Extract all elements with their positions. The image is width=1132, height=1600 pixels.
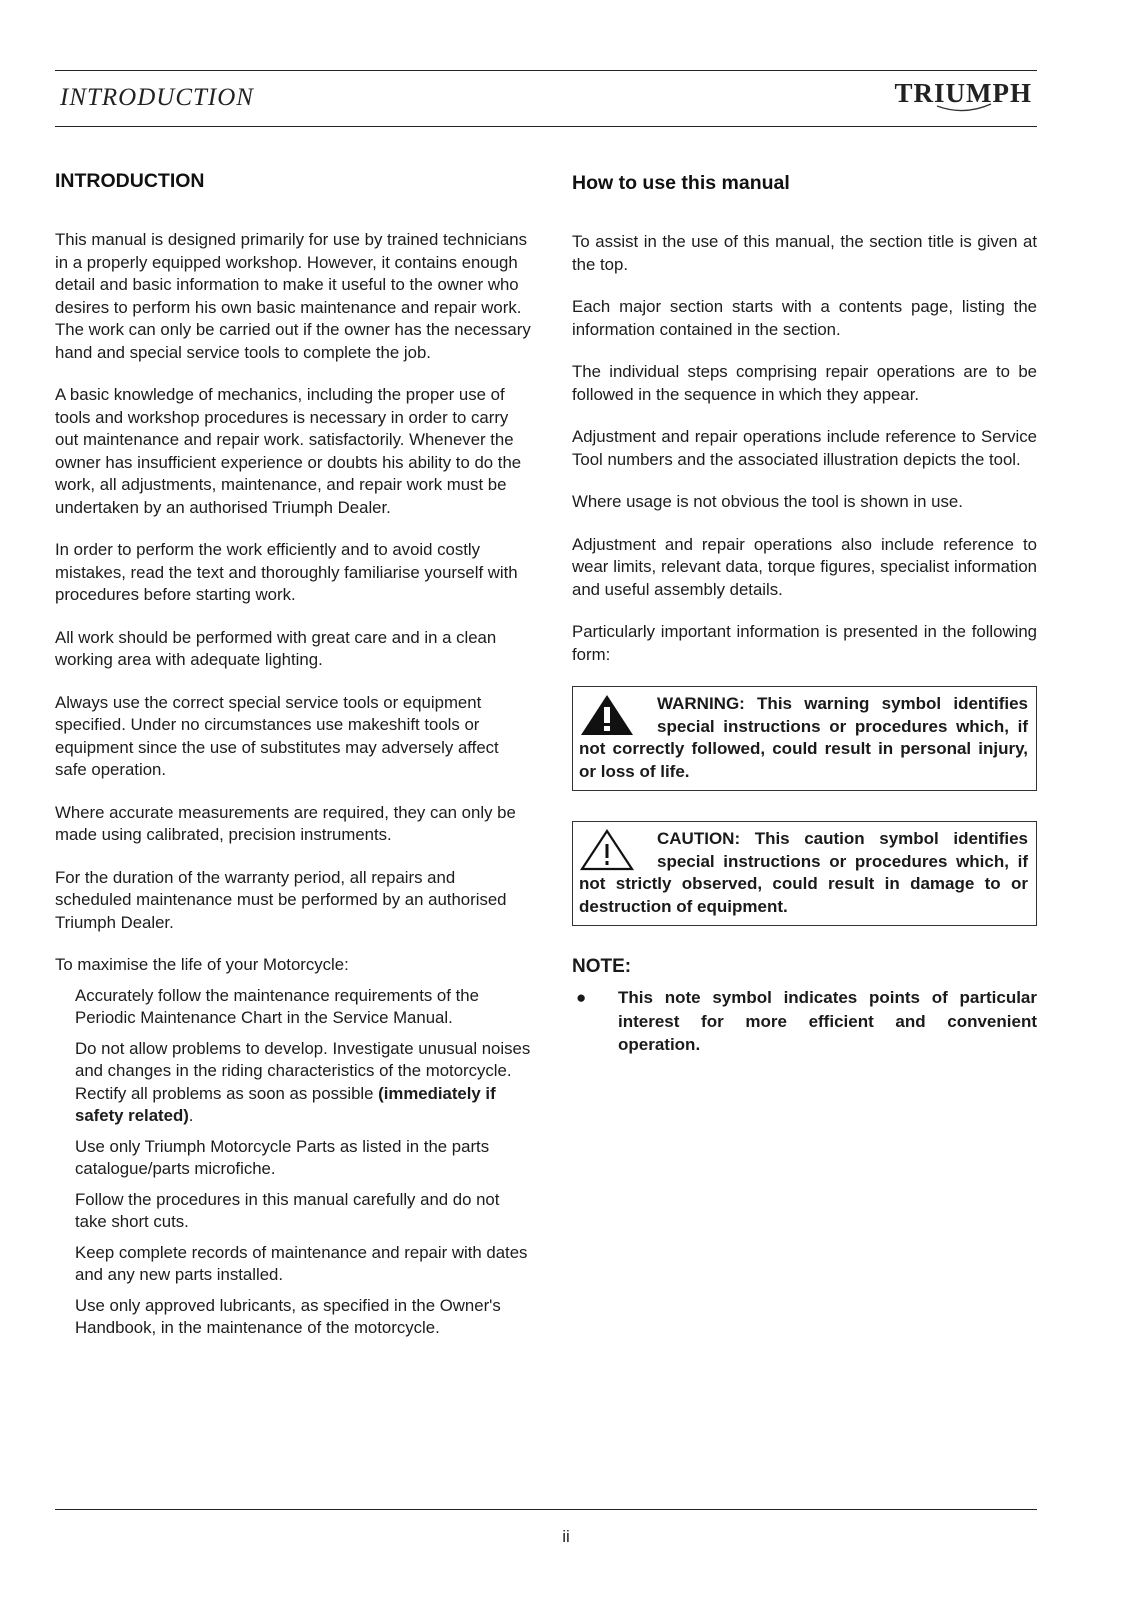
caution-box	[572, 821, 1037, 926]
caution-triangle-icon	[579, 828, 649, 872]
note-text: This note symbol indicates points of particular interest for more efficient and convenient operation.	[618, 988, 1037, 1054]
usage-paragraph: The individual steps comprising repair operations are to be followed in the sequence in which they appear.	[572, 362, 1037, 404]
usage-paragraph: Particularly important information is presented in the following form:	[572, 622, 1037, 664]
caution-text: CAUTION: This caution symbol identifies special instructions or procedures which, if not strictly observed, could result in damage to or destruction of equipment.	[579, 829, 1028, 916]
triumph-logo	[895, 78, 1033, 109]
usage-paragraph: Each major section starts with a contents page, listing the information contained in the section.	[572, 297, 1037, 339]
page-number: ii	[562, 1527, 570, 1546]
intro-paragraph: To maximise the life of your Motorcycle:	[55, 955, 349, 974]
note-item	[572, 986, 1037, 1057]
intro-paragraph: For the duration of the warranty period, all repairs and scheduled maintenance must be performed by an authorised Triumph Dealer.	[55, 867, 507, 932]
tip-item: Use only Triumph Motorcycle Parts as listed in the parts catalogue/parts microfiche.	[75, 1136, 490, 1178]
intro-paragraph: In order to perform the work efficiently and to avoid costly mistakes, read the text and thoroughly familiarise yourself with procedures before starting work.	[55, 540, 518, 604]
how-to-use-heading: How to use this manual	[572, 172, 790, 194]
usage-paragraph: Adjustment and repair operations include reference to Service Tool numbers and the associated illustration depicts the tool.	[572, 427, 1037, 469]
tip-emphasis: (immediately if safety related)	[75, 1083, 496, 1125]
intro-paragraph: All work should be performed with great care and in a clean working area with adequate lighting.	[55, 627, 497, 669]
how-to-use-column	[572, 170, 1037, 1057]
usage-paragraph: Adjustment and repair operations also include reference to wear limits, relevant data, torque figures, specialist information and useful assembly details.	[572, 534, 1037, 599]
warning-text: WARNING: This warning symbol identifies special instructions or procedures which, if not correctly followed, could result in personal injury, or loss of life.	[579, 694, 1028, 781]
usage-paragraph: To assist in the use of this manual, the section title is given at the top.	[572, 232, 1037, 274]
logo-text: TRIUMPH	[894, 78, 1032, 108]
warning-box	[572, 686, 1037, 791]
note-heading: NOTE:	[572, 956, 632, 977]
intro-paragraph: Always use the correct special service tools or equipment specified. Under no circumstances use makeshift tools or equipment since the use of substitutes may adversely affect safe operation.	[55, 692, 499, 779]
logo-swoosh-icon	[935, 102, 993, 114]
header-bottom-rule	[55, 126, 1037, 127]
intro-paragraph: Where accurate measurements are required, they can only be made using calibrated, precision instruments.	[55, 802, 516, 844]
header-section-title: INTRODUCTION	[60, 84, 254, 111]
tip-item: Use only approved lubricants, as specified in the Owner's Handbook, in the maintenance of the motorcycle.	[75, 1295, 501, 1337]
tip-item: Keep complete records of maintenance and repair with dates and any new parts installed.	[75, 1242, 528, 1284]
tip-item: Follow the procedures in this manual carefully and do not take short cuts.	[75, 1189, 500, 1231]
maintenance-tips-list	[55, 985, 533, 1340]
header-top-rule	[55, 70, 1037, 71]
footer-rule	[55, 1509, 1037, 1510]
introduction-heading: INTRODUCTION	[55, 170, 205, 192]
tip-item: Do not allow problems to develop. Investigate unusual noises and changes in the riding characteristics of the motorcycle. Rectify all problems as soon as possible (immediately if safety related).	[75, 1038, 531, 1125]
warning-triangle-icon	[579, 693, 649, 737]
tip-item: Accurately follow the maintenance requirements of the Periodic Maintenance Chart in the Service Manual.	[75, 985, 479, 1027]
introduction-column	[55, 170, 533, 1340]
usage-paragraph: Where usage is not obvious the tool is shown in use.	[572, 492, 963, 511]
intro-paragraph: A basic knowledge of mechanics, including the proper use of tools and workshop procedures is necessary in order to carry out maintenance and repair work. satisfactorily. Whenever the owner has insufficient experience or doubts his ability to do the work, all adjustments, maintenance, and repair work must be undertaken by an authorised Triumph Dealer.	[55, 385, 522, 517]
bullet-icon: ●	[576, 988, 587, 1007]
intro-paragraph: This manual is designed primarily for use by trained technicians in a properly equipped workshop. However, it contains enough detail and basic information to make it useful to the owner who desires to perform his own basic maintenance and repair work. The work can only be carried out if the owner has the necessary hand and special service tools to complete the job.	[55, 230, 531, 362]
